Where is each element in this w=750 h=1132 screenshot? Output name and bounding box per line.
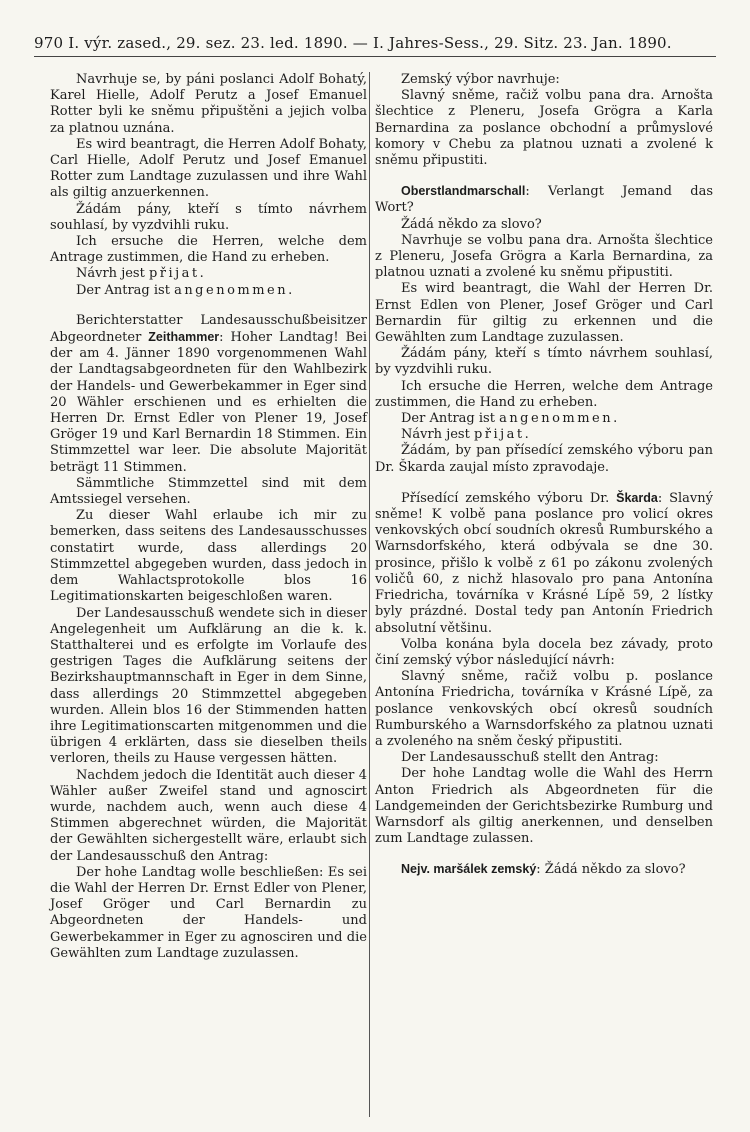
page-header: 970 I. výr. zased., 29. sez. 23. led. 1890. — I. Jahres-Sess., 29. Sitz. 23. Jan. 1890.	[34, 34, 716, 57]
right-column	[375, 72, 713, 879]
paragraph: Žádám pány, kteří s tímto návrhem souhlasí, by vyzdvihli ruku.	[375, 346, 713, 378]
text: .	[524, 427, 529, 443]
paragraph: Der hohe Landtag wolle die Wahl des Herrn Anton Friedrich als Abgeordneten für die Landgemeinden der Gerichtsbezirke Rumburg und Warnsdorf als giltig anerkennen, und denselben zum Landtage zulassen.	[375, 766, 713, 847]
paragraph: Ich ersuche die Herren, welche dem Antrage zustimmen, die Hand zu erheben.	[50, 234, 367, 266]
paragraph: Der Landesausschuß stellt den Antrag:	[401, 750, 659, 766]
text: Přísedící zemského výboru Dr.	[401, 490, 617, 506]
text: : Hoher Landtag! Bei der am 4. Jänner 1890 vorgenommenen Wahl der Landtagsabgeordneten für den Wahlbezirk der Handels- und Gewerbekammer in Eger sind 20 Wähler erschienen und es erhielten die Herren Dr. Ernst Edler von Plener 19, Josef Gröger 19 und Karl Bernardin 18 Stimmen. Ein Stimmzettel war leer. Die absolute Majorität beträgt 11 Stimmen.	[50, 330, 367, 475]
speaker-name: Oberstlandmarschall	[401, 184, 526, 199]
spaced-text: přijat	[473, 427, 525, 443]
text: Návrh jest	[76, 266, 149, 282]
paragraph: Navrhuje se volbu pana dra. Arnošta šlechtice z Pleneru, Josefa Grögra a Karla Bernardina, za platnou uznati a zvolené ku sněmu připustiti.	[375, 232, 713, 281]
paragraph: Volba konána byla docela bez závady, proto činí zemský výbor následující návrh:	[375, 636, 713, 668]
paragraph	[375, 411, 713, 427]
left-column	[50, 72, 367, 962]
paragraph: Der Landesausschuß wendete sich in dieser Angelegenheit um Aufklärung an die k. k. Statthalterei und es erfolgte im Vorlaufe des gestrigen Tages die Aufklärung seitens der Bezirkshauptmannschaft in Eger in dem Sinne, dass allerdings 20 Stimmzettel abgegeben wurden. Allein blos 16 der Stimmenden hatten ihre Legitimationscarten mitgenommen und die übrigen 4 erklärten, dass sie dieselben theils verloren, theils zu Hause vergessen hätten.	[50, 605, 367, 767]
paragraph: Es wird beantragt, die Herren Adolf Bohaty, Carl Hielle, Adolf Perutz und Josef Emanuel Rotter zum Landtage zuzulassen und ihre Wahl als giltig anzuerkennen.	[50, 136, 367, 201]
paragraph: Žádá někdo za slovo?	[401, 216, 542, 232]
paragraph	[375, 490, 713, 637]
paragraph	[375, 183, 713, 216]
paragraph: Žádám, by pan přísedící zemského výboru pan Dr. Škarda zaujal místo zpravodaje.	[375, 443, 713, 475]
paragraph	[50, 266, 367, 282]
paragraph: Der hohe Landtag wolle beschließen: Es sei die Wahl der Herren Dr. Ernst Edler von Plener, Josef Gröger und Carl Bernardin zu Abgeordneten der Handels- und Gewerbekammer in Eger zu agnosciren und die Gewählten zum Landtage zuzulassen.	[50, 864, 367, 961]
text: .	[613, 411, 618, 427]
speaker-name: Škarda	[616, 490, 658, 505]
paragraph	[50, 313, 367, 476]
text: .	[288, 282, 293, 298]
paragraph: Zu dieser Wahl erlaube ich mir zu bemerken, dass seitens des Landesausschusses constatirt wurde, dass allerdings 20 Stimmzettel abgegeben wurden, dass jedoch in dem Wahlactsprotokolle blos 16 Legitimationskarten beigeschloßen waren.	[50, 508, 367, 605]
paragraph	[375, 861, 713, 878]
paragraph: Slavný sněme, račiž volbu pana dra. Arnošta šlechtice z Pleneru, Josefa Grögra a Karla Bernardina za poslance obchodní a průmyslové komory v Chebu za platnou uznati a zvolené k sněmu připustiti.	[375, 88, 713, 169]
paragraph: Žádám pány, kteří s tímto návrhem souhlasí, by vyzdvihli ruku.	[50, 201, 367, 233]
paragraph: Es wird beantragt, die Wahl der Herren Dr. Ernst Edlen von Plener, Josef Gröger und Carl Bernardin für giltig zu erkennen und die Gewählten zum Landtage zuzulassen.	[375, 281, 713, 346]
text: Der Antrag ist	[401, 411, 500, 427]
paragraph: Zemský výbor navrhuje:	[401, 72, 560, 87]
paragraph	[50, 283, 367, 299]
text: .	[199, 266, 204, 282]
column-divider	[369, 72, 370, 1117]
speaker-name: Zeithammer	[148, 330, 220, 345]
spaced-text: angenommen	[499, 411, 614, 427]
paragraph: Slavný sněme, račiž volbu p. poslance Antonína Friedricha, továrníka v Krásné Lípě, za poslance venkovských obcí okresů soudních Rumburského a Warnsdorfského za platnou uznati a zvoleného na sněm český připustiti.	[375, 669, 713, 749]
paragraph: Ich ersuche die Herren, welche dem Antrage zustimmen, die Hand zu erheben.	[375, 378, 713, 410]
text: : Žádá někdo za slovo?	[536, 862, 686, 878]
paragraph: Sämmtliche Stimmzettel sind mit dem Amtssiegel versehen.	[50, 475, 367, 508]
spaced-text: angenommen	[174, 282, 289, 298]
paragraph: Nachdem jedoch die Identität auch dieser 4 Wähler außer Zweifel stand und agnoscirt wurde, nachdem auch, wenn auch diese 4 Stimmen abgerechnet würden, die Majorität der Gewählten sichergestellt wäre, erlaubt sich der Landesausschuß den Antrag:	[50, 767, 367, 864]
spaced-text: přijat	[148, 266, 200, 282]
text: Berichterstatter Landesausschußbeisitzer Abgeordneter	[50, 312, 367, 346]
text: Der Antrag ist	[76, 282, 175, 298]
paragraph	[375, 427, 713, 443]
speaker-name: Nejv. maršálek zemský	[401, 862, 537, 877]
paragraph: Navrhuje se, by páni poslanci Adolf Bohatý, Karel Hielle, Adolf Perutz a Josef Emanuel Rotter byli ke sněmu připuštěni a jejich volba za platnou uznána.	[50, 72, 367, 136]
text: Návrh jest	[401, 427, 474, 443]
text: : Verlangt Jemand das Wort?	[375, 184, 713, 216]
text: : Slavný sněme! K volbě pana poslance pro volicí okres venkovských obcí soudních okresů Rumburského a Warnsdorfského, která odbývala se dne 30. prosince, přišlo k volbě z 61 po zákonu zvolených voličů 60, z nichž hlasovalo pro pana Antonína Friedricha, továrníka v Krásné Lípě 59, 2 lístky byly prázdné. Dostal tedy pan Antonín Friedrich absolutní většinu.	[375, 490, 713, 636]
